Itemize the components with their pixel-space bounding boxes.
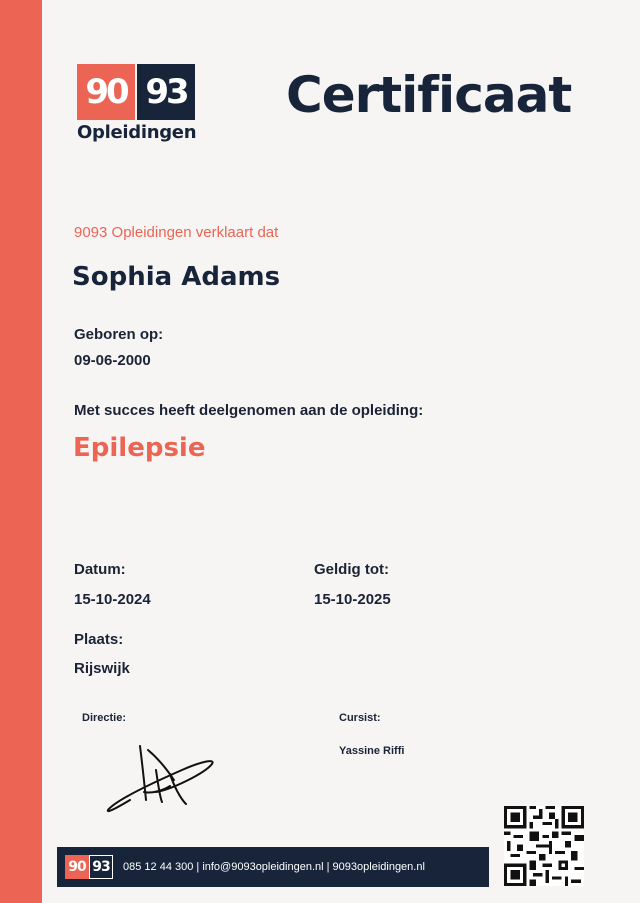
date-label: Datum: [74,561,126,578]
student-name: Yassine Riffi [339,745,405,757]
qr-code [504,806,584,886]
place-value: Rijswijk [74,660,130,677]
valid-until-label: Geldig tot: [314,561,389,578]
birth-date: 09-06-2000 [74,352,151,369]
course-intro: Met succes heeft deelgenomen aan de opleiding: [74,402,424,419]
birth-label: Geboren op: [74,326,164,343]
footer-bar [57,847,489,887]
valid-until-value: 15-10-2025 [314,591,391,608]
accent-side-bar [0,0,42,903]
director-label: Directie: [82,712,127,724]
recipient-name: Sophia Adams [72,262,281,292]
footer-logo [65,855,113,879]
footer-contact: 085 12 44 300 | info@9093opleidingen.nl | 9093opleidingen.nl [123,861,425,873]
logo-tile-left: 90 [77,64,135,120]
footer-logo-right: 93 [89,855,113,879]
certificate-title: Certificaat [286,66,572,124]
footer-logo-left: 90 [65,855,89,879]
logo [77,64,199,143]
course-name: Epilepsie [73,433,206,463]
place-label: Plaats: [74,631,124,648]
logo-text: Opleidingen [77,122,197,143]
student-label: Cursist: [339,712,381,724]
date-value: 15-10-2024 [74,591,151,608]
logo-mark [77,64,199,120]
intro-text: 9093 Opleidingen verklaart dat [74,224,279,241]
logo-tile-right: 93 [137,64,195,120]
director-signature [100,740,220,820]
